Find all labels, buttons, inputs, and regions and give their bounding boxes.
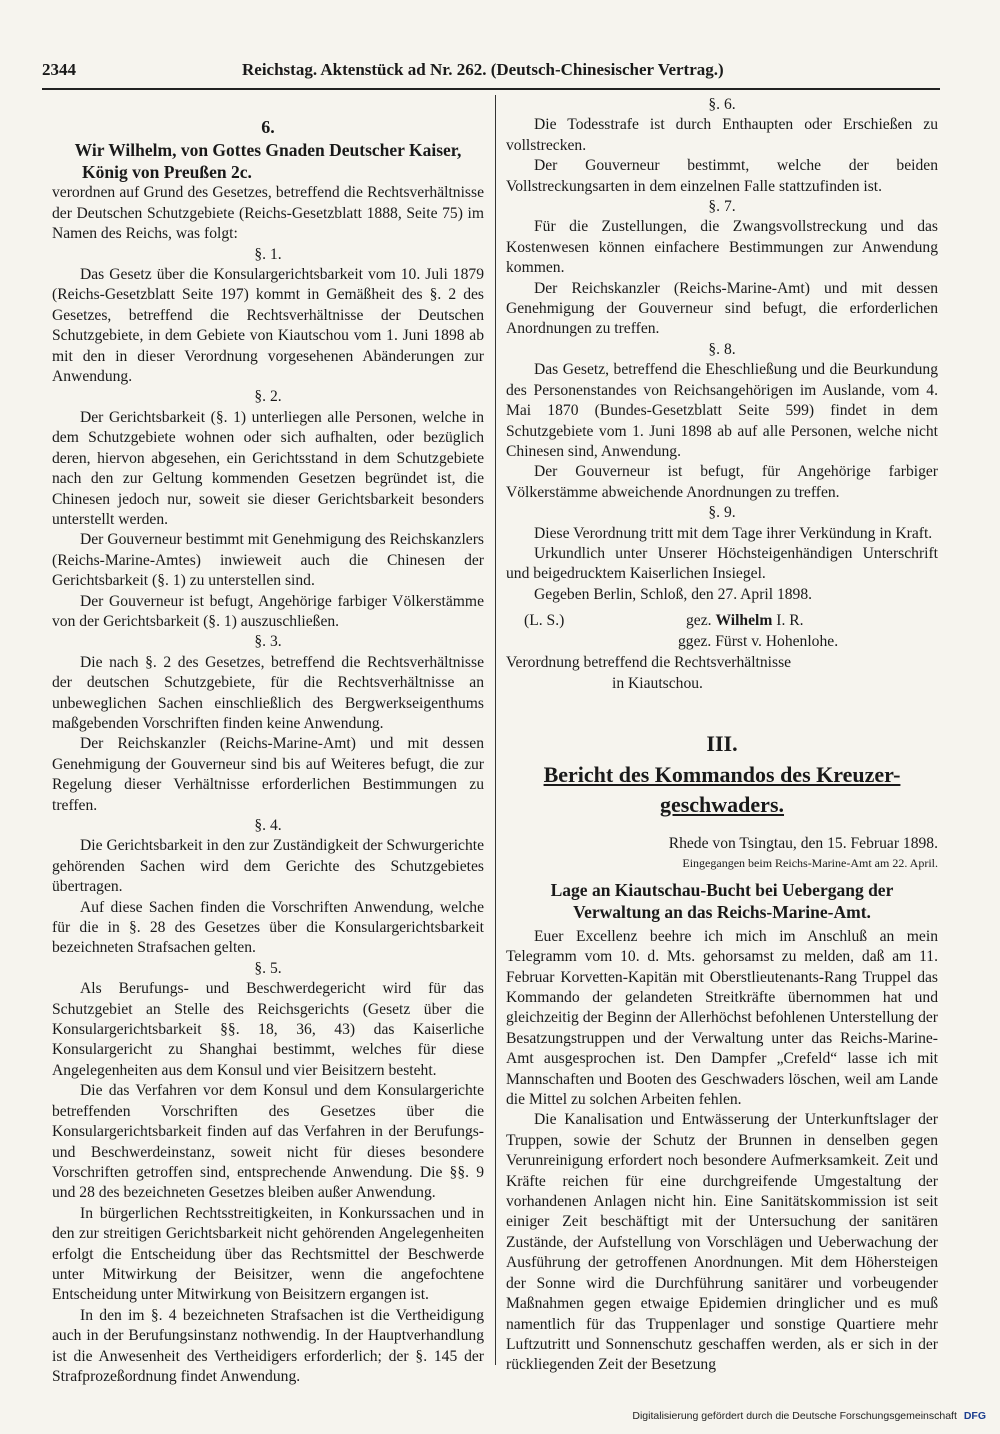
section-5-paragraph-2: Die das Verfahren vor dem Konsul und dem Konsulargerichte betreffenden Vorschriften des Gesetzes über die Konsulargerichtsbarkeit finden auf das Verfahren in der Berufungs- und Beschwerdeinstanz, soweit nicht für dieses besondere Vorschriften getroffen sind, entsprechende Anwendung. Die §§. 9 und 28 des bezeichneten Gesetzes bleiben außer Anwendung.	[52, 1082, 484, 1202]
section-4-paragraph-2: Auf diese Sachen finden die Vorschriften Anwendung, welche für die in §. 28 des Gesetzes über die Konsulargerichtsbarkeit bezeichneten Strafsachen gelten.	[52, 898, 484, 957]
section-6-paragraph-1: Die Todesstrafe ist durch Enthaupten oder Erschießen zu vollstrecken.	[506, 116, 938, 154]
section-9-paragraph-1: Diese Verordnung tritt mit dem Tage ihrer Verkündung in Kraft.	[534, 524, 933, 542]
signature-prefix: gez.	[686, 612, 712, 630]
header-rule	[42, 88, 940, 90]
section-2-paragraph-3: Der Gouverneur ist befugt, Angehörige farbiger Völkerstämme von der Gerichtsbarkeit (§. 1) auszuschließen.	[52, 592, 484, 630]
section-3-paragraph-1: Die nach §. 2 des Gesetzes, betreffend die Rechtsverhältnisse der deutschen Schutzgebiete, für die Rechtsverhältnisse an unbeweglichen Sachen einschließlich des Bergwerkseigenthums maßgebenden Vorschriften finden keine Anwendung.	[52, 653, 484, 732]
report-title-line-1: Bericht des Kommandos des Kreuzer-	[543, 762, 901, 788]
place-date-line: Rhede von Tsingtau, den 15. Februar 1898.	[668, 835, 938, 853]
section-7-paragraph-2: Der Reichskanzler (Reichs-Marine-Amt) und mit dessen Genehmigung der Gouverneur sind befugt, die erforderlichen Anordnungen zu treffen.	[506, 279, 938, 338]
report-subtitle-line-1: Lage an Kiautschau-Bucht bei Uebergang der	[550, 879, 894, 900]
decree-intro: verordnen auf Grund des Gesetzes, betreffend die Rechtsverhältnisse der Deutschen Schutzgebiete (Reichs-Gesetzblatt 1888, Seite 75) im Namen des Reichs, was folgt:	[52, 184, 484, 243]
section-heading-8: §. 8.	[708, 340, 736, 358]
section-3-paragraph-2: Der Reichskanzler (Reichs-Marine-Amt) und mit dessen Genehmigung der Gouverneur sind bis auf Weiteres befugt, die zur Regelung dieser Verhältnisse erforderlichen Bestimmungen zu treffen.	[52, 735, 484, 814]
section-heading-9: §. 9.	[708, 504, 736, 522]
signature-chancellor: ggez. Fürst v. Hohenlohe.	[678, 633, 839, 651]
report-subtitle-line-2: Verwaltung an das Reichs-Marine-Amt.	[573, 901, 871, 922]
section-8-paragraph-2: Der Gouverneur ist befugt, für Angehörige farbiger Völkerstämme abweichende Anordnungen zu treffen.	[506, 463, 938, 501]
section-5-paragraph-1: Als Berufungs- und Beschwerdegericht wird für das Schutzgebiet an Stelle des Reichsgerichts (Gesetz über die Konsulargerichtsbarkeit §§. 18, 36, 43) das Kaiserliche Konsulargericht zu Shanghai bestimmt, welches für diese Angelegenheiten aus dem Konsul und vier Beisitzern besteht.	[52, 980, 484, 1079]
section-heading-4: §. 4.	[254, 817, 282, 834]
section-5-paragraph-3: In bürgerlichen Rechtsstreitigkeiten, in Konkurssachen und in den zur streitigen Gerichtsbarkeit nicht gehörenden Angelegenheiten erfolgt die Entscheidung über das Rechtsmittel der Beschwerde unter Mitwirkung der Beisitzer, wenn die angefochtene Entscheidung unter Mitwirkung von Beisitzern ergangen ist.	[52, 1204, 484, 1304]
decree-caption-line-1: Verordnung betreffend die Rechtsverhältnisse	[506, 654, 792, 672]
section-7-paragraph-1: Für die Zustellungen, die Zwangsvollstreckung und das Kostenwesen können einfachere Bestimmungen zur Anwendung kommen.	[506, 218, 938, 277]
signature-suffix: I. R.	[776, 612, 804, 630]
left-column	[52, 95, 484, 1387]
section-heading-2: §. 2.	[254, 388, 282, 406]
running-title: Reichstag. Aktenstück ad Nr. 262. (Deutsch-Chinesischer Vertrag.)	[242, 60, 724, 79]
section-1-paragraph: Das Gesetz über die Konsulargerichtsbarkeit vom 10. Juli 1879 (Reichs-Gesetzblatt Seite 197) kommt in Gemäßheit des §. 2 des Gesetzes, betreffend die Rechtsverhältnisse der Deutschen Schutzgebiete, in dem Gebiete von Kiautschou vom 1. Juni 1898 ab mit den in dieser Verordnung vorgesehenen Abänderungen zur Anwendung.	[52, 266, 484, 386]
section-2-paragraph-1: Der Gerichtsbarkeit (§. 1) unterliegen alle Personen, welche in dem Schutzgebiete wohnen oder sich aufhalten, oder bezüglich deren, hiervon abgesehen, ein Gerichtsstand in dem Schutzgebiete nach den zur Geltung kommenden Gesetzen begründet ist, die Chinesen jedoch nur, soweit sie dieser Gerichtsbarkeit besonders unterstellt werden.	[52, 408, 484, 528]
column-divider	[495, 95, 496, 1365]
part-number: III.	[706, 730, 738, 756]
section-6-paragraph-2: Der Gouverneur bestimmt, welche der beiden Vollstreckungsarten in dem einzelnen Falle stattzufinden ist.	[506, 157, 938, 195]
right-column	[506, 95, 938, 1376]
section-heading-7: §. 7.	[708, 198, 736, 216]
decree-heading-line-1: Wir Wilhelm, von Gottes Gnaden Deutscher Kaiser,	[74, 140, 462, 161]
decree-caption-line-2: in Kiautschou.	[612, 674, 703, 692]
report-subtitle	[506, 879, 938, 923]
report-paragraph-2: Die Kanalisation und Entwässerung der Unterkunftslager der Truppen, sowie der Schutz der Brunnen in denselben gegen Verunreinigung erfordert noch besondere Aufmerksamkeit. Zeit und Kräfte reichen für eine durchgreifende Umgestaltung der vorhandenen Anlagen nicht hin. Eine Sanitätskommission ist seit einiger Zeit beschäftigt mit der Untersuchung der sanitären Zustände, der Aufstellung von Vorschlägen und Ueberwachung der Ausführung der getroffenen Anordnungen. Mit dem Höhersteigen der Sonne wird die Durchführung sanitärer und vorbeugender Maßnahmen gegen etwaige Epidemien dringlicher und es muß namentlich für das Truppenlager und sonstige Quartiere mehr Luftzutritt und Sonnenschutz geschaffen werden, als er sich in der rückliegenden Zeit der Besetzung	[506, 1111, 938, 1374]
section-2-paragraph-2: Der Gouverneur bestimmt mit Genehmigung des Reichskanzlers (Reichs-Marine-Amtes) inwieweit auch die Chinesen der Gerichtsbarkeit (§. 1) zu unterstellen sind.	[52, 531, 484, 590]
report-title	[506, 760, 938, 820]
running-header	[42, 60, 940, 90]
section-heading-1: §. 1.	[254, 245, 282, 263]
section-heading-6: §. 6.	[708, 96, 736, 113]
section-4-paragraph-1: Die Gerichtsbarkeit in den zur Zuständigkeit der Schwurgerichte gehörenden Sachen wird dem Gerichte des Schutzgebietes übertragen.	[52, 837, 484, 896]
dfg-logo: DFG	[963, 1410, 986, 1422]
signature-name: Wilhelm	[715, 612, 773, 630]
decree-heading	[52, 139, 484, 183]
section-8-paragraph-1: Das Gesetz, betreffend die Eheschließung und die Beurkundung des Personenstandes von Reichsangehörigen im Auslande, vom 4. Mai 1870 (Bundes-Gesetzblatt Seite 599) findet in dem Schutzgebiete vom 1. Juni 1898 ab auf alle Personen, welche nicht Chinesen sind, Anwendung.	[506, 361, 938, 460]
page-number: 2344	[42, 60, 76, 79]
signature-row-2	[506, 632, 938, 653]
seal-mark: (L. S.)	[524, 612, 565, 630]
section-heading-3: §. 3.	[254, 633, 282, 651]
signature-emperor	[686, 611, 804, 631]
section-heading-5: §. 5.	[254, 959, 282, 977]
report-title-line-2: geschwaders.	[659, 792, 785, 818]
report-paragraph-1: Euer Excellenz beehre ich mich im Anschluß an mein Telegramm vom 10. d. Mts. gehorsamst zu melden, daß am 11. Februar Korvetten-Kapitän mit Oberstlieutenants-Rang Truppel das Kommando der gelandeten Streitkräfte übernommen hat und gleichzeitig der Beginn der Allerhöchst befohlenen Unterstellung der Besatzungstruppen und der Verwaltung unter das Reichs-Marine-Amt ausgesprochen ist. Den Dampfer „Crefeld“ lasse ich mit Mannschaften und Booten des Geschwaders löschen, weil am Lande die Mittel zu solchen Arbeiten fehlen.	[506, 927, 938, 1109]
digitization-credit	[632, 1410, 986, 1422]
document-number: 6.	[261, 117, 275, 137]
decree-heading-line-2: König von Preußen 2c.	[82, 162, 252, 183]
signature-row-1	[506, 611, 938, 632]
section-9-paragraph-2: Urkundlich unter Unserer Höchsteigenhändigen Unterschrift und beigedrucktem Kaiserlichen Insiegel.	[506, 544, 938, 583]
decree-caption	[506, 653, 938, 694]
section-5-paragraph-4: In den im §. 4 bezeichneten Strafsachen ist die Vertheidigung auch in der Berufungsinstanz nothwendig. In der Hauptverhandlung ist die Anwesenheit des Vertheidigers erforderlich; der §. 145 der Strafprozeßordnung findet Anwendung.	[52, 1306, 484, 1385]
credit-text: Digitalisierung gefördert durch die Deutsche Forschungsgemeinschaft	[632, 1410, 957, 1422]
given-at-line: Gegeben Berlin, Schloß, den 27. April 1898.	[534, 585, 813, 603]
received-note: Eingegangen beim Reichs-Marine-Amt am 22. April.	[682, 855, 938, 870]
